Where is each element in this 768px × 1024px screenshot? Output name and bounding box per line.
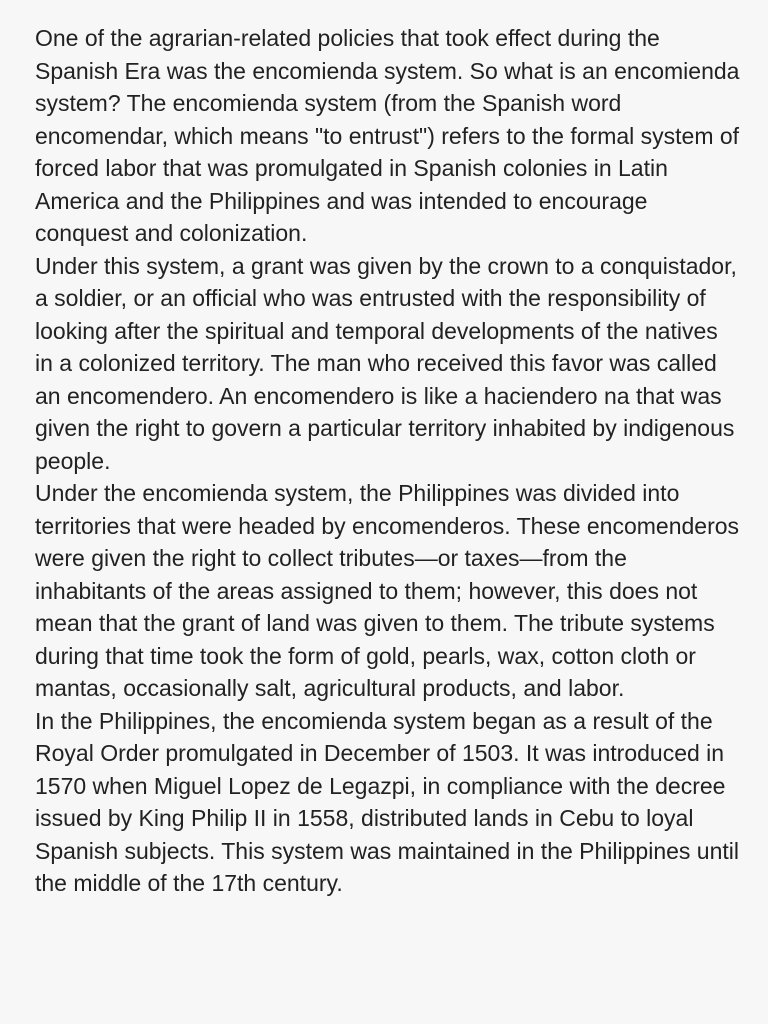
paragraph-crown-grant: Under this system, a grant was given by the crown to a conquistador, a soldier, or an official who was entrusted with the responsibility of looking after the spiritual and temporal developments of the natives in a colonized territory. The man who received this favor was called an encomendero. An encomendero is like a haciendero na that was given the right to govern a particular territory inhabited by indigenous people. xyxy=(35,252,737,474)
paragraph-territories-tributes: Under the encomienda system, the Philippines was divided into territories that were headed by encomenderos. These encomenderos were given the right to collect tributes—or taxes—from the inhabitants of the areas assigned to them; however, this does not mean that the grant of land was given to them. The tribute systems during that time took the form of gold, pearls, wax, cotton cloth or mantas, occasionally salt, agricultural products, and labor. xyxy=(35,480,740,701)
paragraph-philippines-history: In the Philippines, the encomienda system began as a result of the Royal Order promulgated in December of 1503. It was introduced in 1570 when Miguel Lopez de Legazpi, in compliance with the decree issued by King Philip II in 1558, distributed lands in Cebu to loyal Spanish subjects. This system was maintained in the Philippines until the middle of the 17th century. xyxy=(35,707,739,896)
document-body xyxy=(35,22,740,900)
paragraph-encomienda-definition: One of the agrarian-related policies that took effect during the Spanish Era was the encomienda system. So what is an encomienda system? The encomienda system (from the Spanish word encomendar, which means "to entrust") refers to the formal system of forced labor that was promulgated in Spanish colonies in Latin America and the Philippines and was intended to encourage conquest and colonization. xyxy=(35,25,740,246)
